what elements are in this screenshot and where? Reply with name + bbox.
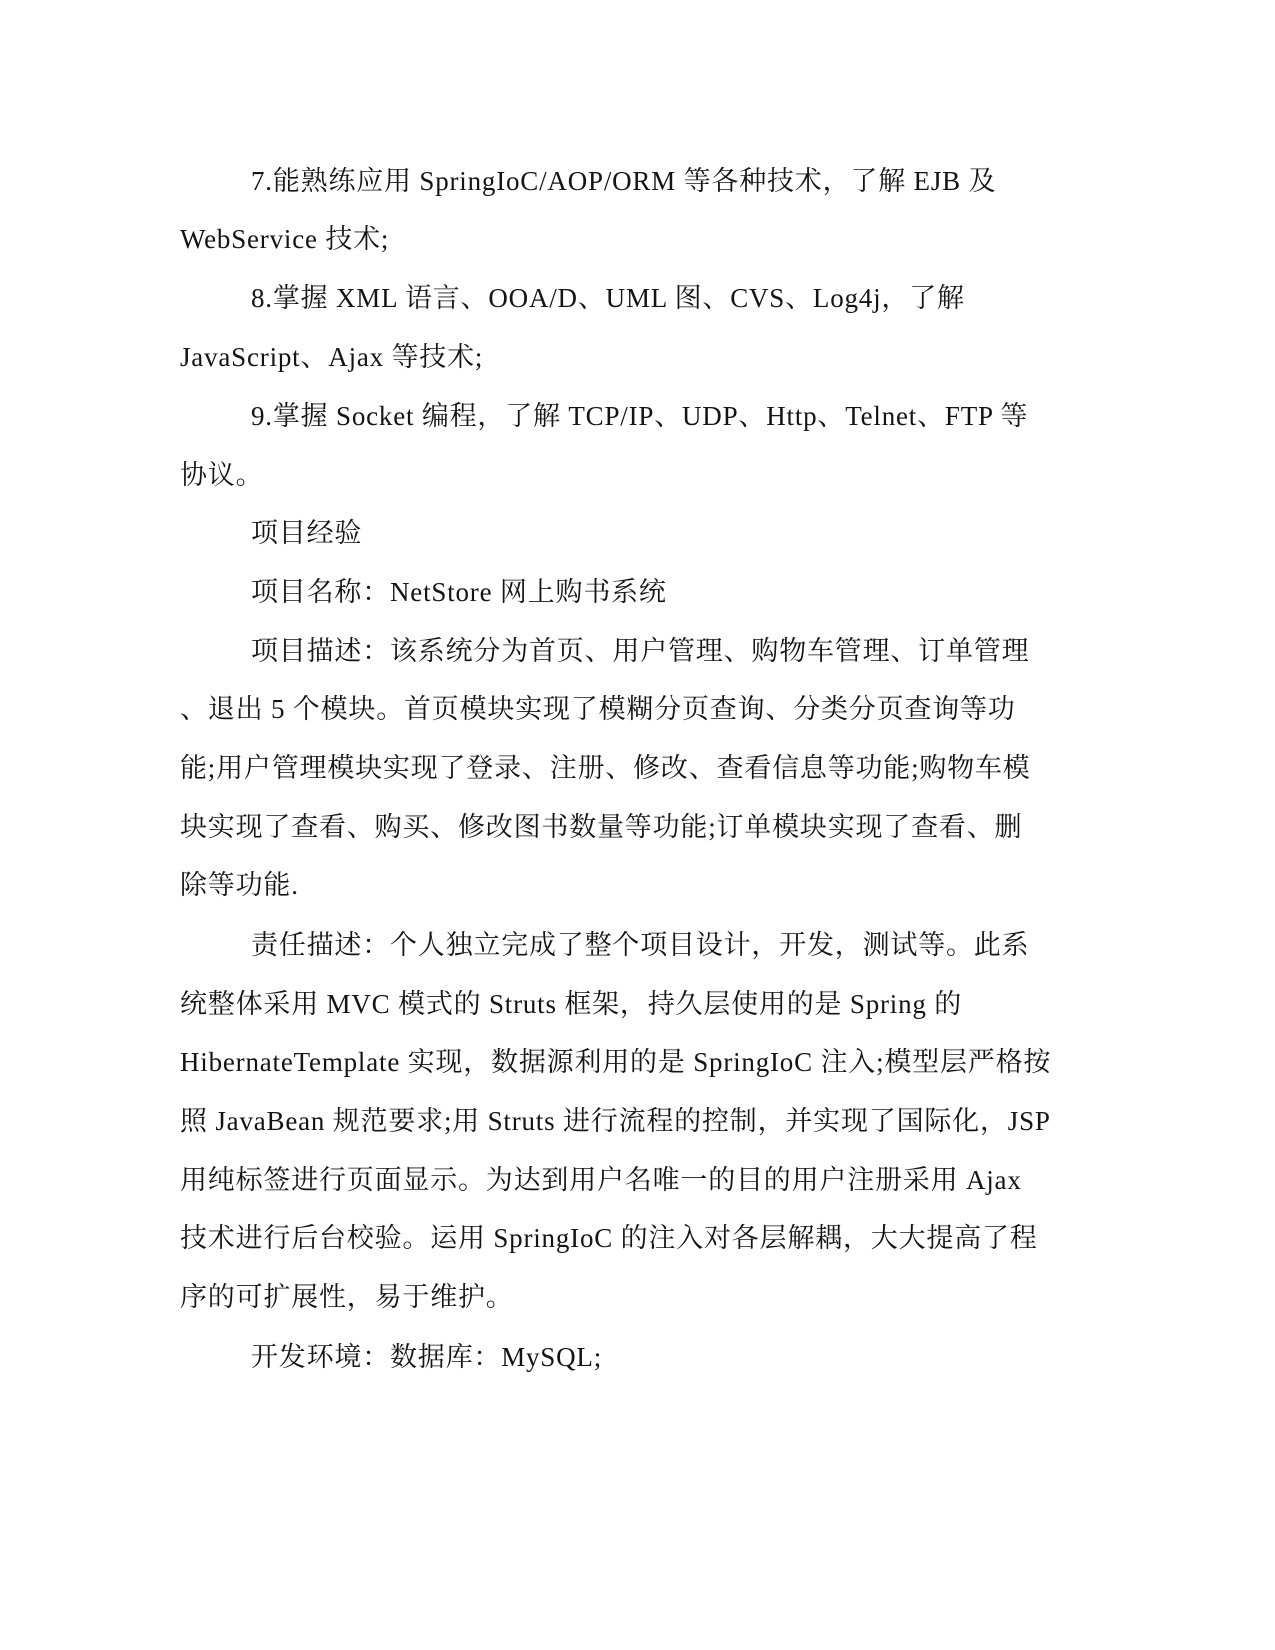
responsibility-line-7: 序的可扩展性，易于维护。 [180, 1282, 514, 1312]
responsibility-line-6: 技术进行后台校验。运用 SpringIoC 的注入对各层解耦，大大提高了程 [180, 1223, 1038, 1253]
skill-item-8-continued: JavaScript、Ajax 等技术; [180, 342, 484, 372]
skill-item-7-continued: WebService 技术; [180, 224, 390, 254]
responsibility-line-4: 照 JavaBean 规范要求;用 Struts 进行流程的控制，并实现了国际化，JSP [180, 1106, 1051, 1136]
project-description-line-3: 能;用户管理模块实现了登录、注册、修改、查看信息等功能;购物车模 [180, 753, 1031, 783]
project-name: 项目名称：NetStore 网上购书系统 [251, 577, 667, 607]
responsibility-line-3: HibernateTemplate 实现，数据源利用的是 SpringIoC 注入;模型层严格按 [180, 1047, 1052, 1077]
skill-item-7: 7.能熟练应用 SpringIoC/AOP/ORM 等各种技术，了解 EJB 及 [251, 166, 997, 196]
skill-item-8: 8.掌握 XML 语言、OOA/D、UML 图、CVS、Log4j，了解 [251, 283, 965, 313]
skill-item-9: 9.掌握 Socket 编程，了解 TCP/IP、UDP、Http、Telnet、FTP 等 [251, 401, 1029, 431]
responsibility-line-2: 统整体采用 MVC 模式的 Struts 框架，持久层使用的是 Spring 的 [180, 989, 963, 1019]
section-heading-project-experience: 项目经验 [251, 518, 363, 548]
responsibility-line-1: 责任描述：个人独立完成了整个项目设计，开发，测试等。此系 [251, 930, 1030, 960]
dev-environment: 开发环境：数据库：MySQL; [251, 1342, 603, 1372]
project-description-line-5: 除等功能. [180, 870, 299, 900]
skill-item-9-continued: 协议。 [180, 460, 264, 490]
project-description-line-1: 项目描述：该系统分为首页、用户管理、购物车管理、订单管理 [251, 636, 1030, 666]
project-description-line-4: 块实现了查看、购买、修改图书数量等功能;订单模块实现了查看、删 [180, 812, 1023, 842]
project-description-line-2: 、退出 5 个模块。首页模块实现了模糊分页查询、分类分页查询等功 [180, 694, 1016, 724]
responsibility-line-5: 用纯标签进行页面显示。为达到用户名唯一的目的用户注册采用 Ajax [180, 1165, 1022, 1195]
